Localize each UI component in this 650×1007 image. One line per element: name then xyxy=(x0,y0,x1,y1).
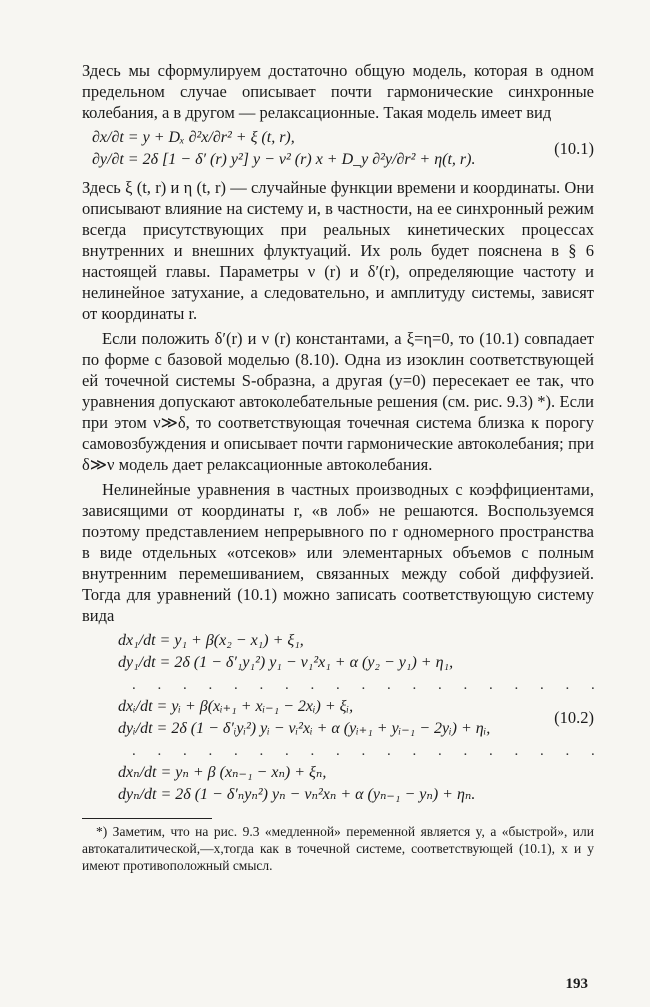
paragraph-constants: Если положить δ′(r) и ν (r) константами, а ξ=η=0, то (10.1) совпадает по форме с базовой моделью (8.10). Одна из изоклин соответствующей ей точечной системы S-образна, а другая (y=0) пересекает ее так, что уравнения допускают автоколебательные решения (см. рис. 9.3) *). Если при этом ν≫δ, то соответствующая точечная система близка к порогу самовозбуждения и описывает почти гармонические автоколебания; при δ≫ν модель дает релаксационные автоколебания. xyxy=(82,329,594,474)
page-body xyxy=(82,60,604,874)
equation-10-1-line-1: ∂x/∂t = y + Dₓ ∂²x/∂r² + ξ (t, r), xyxy=(92,129,295,146)
equation-10-1-line-2: ∂y/∂t = 2δ [1 − δ′ (r) y²] y − ν² (r) x + D_y ∂²y/∂r² + η(t, r). xyxy=(92,151,476,168)
footnote-divider xyxy=(82,818,212,819)
equation-10-2-line-1: dx₁/dt = y₁ + β(x₂ − x₁) + ξ₁, xyxy=(118,632,304,649)
equation-10-2-line-4: dyᵢ/dt = 2δ (1 − δ′ᵢyᵢ²) yᵢ − νᵢ²xᵢ + α (yᵢ₊₁ + yᵢ₋₁ − 2yᵢ) + ηᵢ, xyxy=(118,720,491,737)
equation-10-1 xyxy=(82,127,594,171)
equation-10-2-line-5: dxₙ/dt = yₙ + β (xₙ₋₁ − xₙ) + ξₙ, xyxy=(118,764,327,781)
equation-ellipsis: . . . . . . . . . . . . . . . . . . . xyxy=(132,743,604,759)
equation-number: (10.2) xyxy=(554,708,594,727)
equation-10-2-line-3: dxᵢ/dt = yᵢ + β(xᵢ₊₁ + xᵢ₋₁ − 2xᵢ) + ξᵢ, xyxy=(118,698,354,715)
paragraph-nonlinear: Нелинейные уравнения в частных производных с коэффициентами, зависящими от координаты r, «в лоб» не решаются. Воспользуемся поэтому представлением непрерывного по r одномерного пространства в виде отдельных «отсеков» или элементарных объемов с полным внутренним перемешиванием, связанных между собой диффузией. Тогда для уравнений (10.1) можно записать соответствующую систему вида xyxy=(82,480,594,625)
equation-10-2-line-2: dy₁/dt = 2δ (1 − δ′₁y₁²) y₁ − ν₁²x₁ + α (y₂ − y₁) + η₁, xyxy=(118,654,454,671)
paragraph-random-functions: Здесь ξ (t, r) и η (t, r) — случайные функции времени и координаты. Они описывают влияние на систему и, в частности, на ее синхронный режим всегда присутствующих при реальных кинетических процессах внутренних и внешних флуктуаций. Их роль будет пояснена в § 6 настоящей главы. Параметры ν (r) и δ′(r), определяющие частоту и нелинейное затухание, а следовательно, и амплитуду системы, зависят от координаты r. xyxy=(82,178,594,323)
page-number: 193 xyxy=(565,976,588,992)
equation-ellipsis: . . . . . . . . . . . . . . . . . . . xyxy=(132,677,604,693)
equation-10-2-line-6: dyₙ/dt = 2δ (1 − δ′ₙyₙ²) yₙ − νₙ²xₙ + α (yₙ₋₁ − yₙ) + ηₙ. xyxy=(118,786,476,803)
paragraph-intro: Здесь мы сформулируем достаточно общую модель, которая в одном предельном случае описывает почти гармонические синхронные колебания, а в другом — релаксационные. Такая модель имеет вид xyxy=(82,61,594,122)
footnote: *) Заметим, что на рис. 9.3 «медленной» переменной является y, а «быстрой», или автокаталитической,—x,тогда как в точечной системе, соответствующей (10.1), x и y имеют противоположный смысл. xyxy=(82,824,594,873)
equation-10-2 xyxy=(82,630,604,806)
equation-number: (10.1) xyxy=(554,139,594,158)
